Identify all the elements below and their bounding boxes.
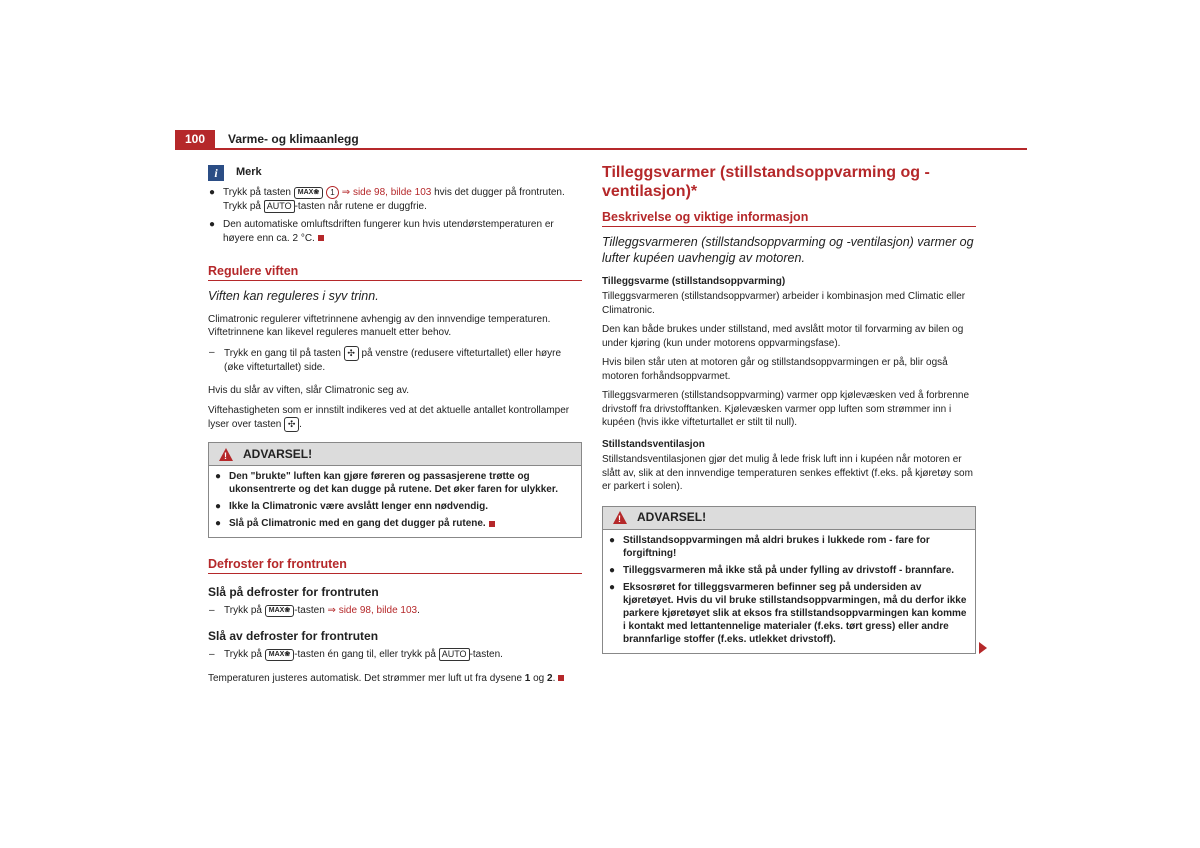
end-marker-icon <box>318 235 324 241</box>
max-defrost-key-icon: MAX❀ <box>294 187 323 199</box>
warning-triangle-icon <box>613 511 627 524</box>
paragraph: Den kan både brukes under stillstand, med avslått motor til forvarming av bilen og under kjøring (kun under motorens oppvarmingsfase). <box>602 324 964 349</box>
section-heading: Beskrivelse og viktige informasjon <box>602 211 976 227</box>
note-box <box>208 165 582 245</box>
max-defrost-key-icon: MAX❀ <box>265 649 294 661</box>
end-marker-icon <box>489 521 495 527</box>
section-heading: Regulere viften <box>208 265 582 281</box>
instruction-step: – Trykk på MAX❀ -tasten én gang til, eller trykk på AUTO -tasten. <box>209 649 503 661</box>
chapter-title: Varme- og klimaanlegg <box>228 132 359 146</box>
max-defrost-key-icon: MAX❀ <box>265 605 294 617</box>
left-column <box>208 165 582 691</box>
warning-item: ● Tilleggsvarmeren må ikke stå på under fylling av drivstoff - brannfare. <box>609 564 955 576</box>
paragraph: Tilleggsvarmeren (stillstandsoppvarming) varmer opp kjølevæsken ved å forbrenne drivstoff fra drivstofftanken. Kjølevæsken varmer opp luften som strømmer inn i kupéen (hvis ikke vifteturtallet er stilt til null). <box>602 390 970 428</box>
warning-item: ● Ikke la Climatronic være avslått lenger enn nødvendig. <box>215 501 488 513</box>
section-lead: Viften kan reguleres i syv trinn. <box>208 288 379 303</box>
callout-number: 1 <box>326 186 339 199</box>
paragraph: Hvis bilen står uten at motoren går og stillstandsoppvarmingen er på, blir også motoren forhåndsoppvarmet. <box>602 357 948 382</box>
subheading: Tilleggsvarme (stillstandsoppvarming) <box>602 275 786 287</box>
note-item: ● Den automatiske omluftsdriften fungerer kun hvis utendørstemperaturen er høyere enn ca. 2 °C. <box>209 219 554 244</box>
warning-item: ● Eksosrøret for tilleggsvarmeren befinner seg på undersiden av kjøretøyet. Hvis du vil bruke stillstandsoppvarmingen, må du derfor ikke parkere kjøretøyet slik at eksos fra stillstandsoppvarmingen kan komme i kontakt med lettantennelige materialer (f.eks. tørt gress) eller andre brannfarlige stoffer (f.eks. utlekket drivstoff). <box>609 581 967 645</box>
subheading: Slå av defroster for frontruten <box>208 628 379 643</box>
fan-key-icon: ✣ <box>284 417 299 432</box>
subheading: Stillstandsventilasjon <box>602 438 705 450</box>
subheading: Slå på defroster for frontruten <box>208 584 379 599</box>
paragraph: Climatronic regulerer viftetrinnene avhengig av den innvendige temperaturen. Viftetrinnene kan likevel reguleres manuelt etter behov. <box>208 313 551 339</box>
warning-item: ● Den "brukte" luften kan gjøre føreren og passasjerene trøtte og ukonsentrerte og det kan dugge på rutene. Det øker faren for ulykker. <box>215 471 558 496</box>
paragraph: Stillstandsventilasjonen gjør det mulig å lede frisk luft inn i kupéen når motoren er slått av, slik at den innvendige temperaturen senkes effektivt (f.eks. på kjøretøy som er parkert i solen). <box>602 454 973 492</box>
note-title: Merk <box>236 166 262 179</box>
warning-box <box>602 506 976 654</box>
section-heading: Defroster for frontruten <box>208 558 582 574</box>
section-lead: Tilleggsvarmeren (stillstandsoppvarming og -ventilasjon) varmer og lufter kupéen uavhengig av motoren. <box>602 234 974 265</box>
page-reference-link[interactable]: ⇒ side 98, bilde 103 <box>327 605 418 617</box>
paragraph: Temperaturen justeres automatisk. Det strømmer mer luft ut fra dysene 1 og 2. <box>208 672 582 686</box>
fan-key-icon: ✣ <box>344 346 359 361</box>
page-reference-link[interactable]: ⇒ side 98, bilde 103 <box>341 187 432 199</box>
page-number: 100 <box>175 130 215 149</box>
warning-title: ADVARSEL! <box>243 446 313 461</box>
end-marker-icon <box>558 675 564 681</box>
paragraph: Hvis du slår av viften, slår Climatronic seg av. <box>208 385 409 397</box>
warning-item: ● Slå på Climatronic med en gang det dugger på rutene. <box>214 517 576 530</box>
warning-title: ADVARSEL! <box>637 509 707 524</box>
header-rule <box>175 148 1027 150</box>
warning-box <box>208 442 582 538</box>
paragraph: Viftehastigheten som er innstilt indikeres ved at det aktuelle antallet kontrollamper lyser over tasten ✣ . <box>208 404 570 431</box>
warning-item: ● Stillstandsoppvarmingen må aldri brukes i lukkede rom - fare for forgiftning! <box>609 534 930 559</box>
warning-triangle-icon <box>219 448 233 461</box>
info-icon: i <box>208 165 224 181</box>
auto-key-icon: AUTO <box>264 200 295 213</box>
instruction-step: – Trykk på MAX❀ -tasten ⇒ side 98, bilde 103. <box>209 605 420 617</box>
continue-arrow-icon <box>979 642 987 654</box>
page-section-title: Tilleggsvarmer (stillstandsoppvarming og -ventilasjon)* <box>602 164 930 200</box>
note-item: ● Trykk på tasten MAX❀ 1 ⇒ side 98, bilde 103 hvis det dugger på frontruten. Trykk på AUTO -tasten når rutene er duggfrie. <box>209 187 565 212</box>
paragraph: Tilleggsvarmeren (stillstandsoppvarmer) arbeider i kombinasjon med Climatic eller Climatronic. <box>602 291 966 316</box>
instruction-step: – Trykk en gang til på tasten ✣ på venstre (redusere vifteturtallet) eller høyre (øke vifteturtallet) side. <box>209 346 562 373</box>
auto-key-icon: AUTO <box>439 648 470 661</box>
right-column <box>602 163 976 654</box>
